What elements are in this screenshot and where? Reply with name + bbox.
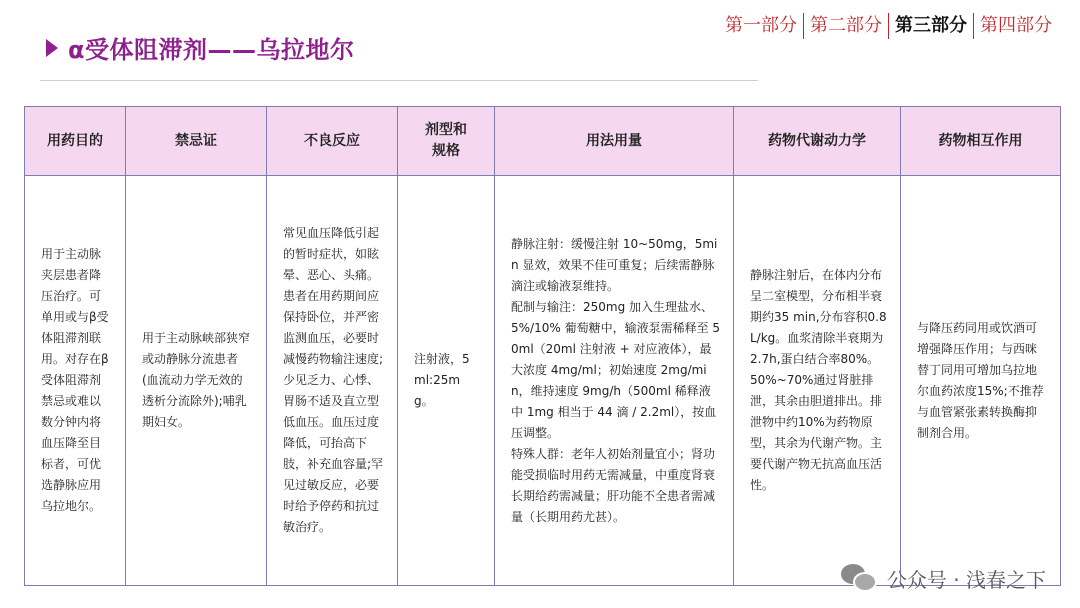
pk-excretion: 50%~70%通过肾脏排泄，其余由胆道排出。排泄物中约10%为药物原型，其余为代谢产物。主要代谢产物无抗高血压活性。	[750, 373, 883, 492]
header-interactions: 药物相互作用	[901, 107, 1061, 176]
header-purpose: 用药目的	[25, 107, 126, 176]
watermark	[841, 562, 1046, 594]
drug-info-table	[24, 106, 1061, 586]
dosage-iv-injection: 静脉注射：缓慢注射 10~50mg，5min 显效，效果不佳可重复；后续需静脉滴注或输液泵维持。	[511, 236, 718, 293]
header-contraindications: 禁忌证	[126, 107, 267, 176]
watermark-text: 公众号 · 浅春之下	[886, 567, 1046, 592]
cell-contraindications: 用于主动脉峡部狭窄或动静脉分流患者(血流动力学无效的透析分流除外);哺乳期妇女。	[126, 176, 267, 586]
bullet-arrow-icon	[46, 39, 58, 57]
header-pharmacokinetics: 药物代谢动力学	[734, 107, 901, 176]
title-divider	[40, 80, 758, 81]
header-dosage: 用法用量	[495, 107, 734, 176]
cell-adverse-reactions: 常见血压降低引起的暂时症状，如眩晕、恶心、头痛。患者在用药期间应保持卧位，并严密监测血压，必要时减慢药物输注速度;少见乏力、心悸、胃肠不适及直立型低血压。血压过度降低，可抬高下肢，补充血容量;罕见过敏反应，必要时给予停药和抗过敏治疗。	[267, 176, 398, 586]
wechat-icon	[841, 562, 879, 594]
cell-pharmacokinetics	[734, 176, 901, 586]
table-header-row	[25, 107, 1061, 176]
table-row	[25, 176, 1061, 586]
nav-part-3[interactable]: 第三部分	[895, 15, 967, 36]
nav-part-1[interactable]: 第一部分	[725, 15, 797, 36]
dosage-infusion: 配制与输注：250mg 加入生理盐水、5%/10% 葡萄糖中，输液泵需稀释至 50ml（20ml 注射液 + 对应液体），最大浓度 4mg/ml；初始速度 2mg/min，维持速度 9mg/h（500ml 稀释液中 1mg 相当于 44 滴 / 2.2ml），按血压调整。	[511, 299, 721, 440]
cell-formulation: 注射液，5ml:25mg。	[398, 176, 495, 586]
cell-interactions: 与降压药同用或饮酒可增强降压作用；与西咪替丁同用可增加乌拉地尔血药浓度15%;不推荐与血管紧张素转换酶抑制剂合用。	[901, 176, 1061, 586]
nav-part-4[interactable]: 第四部分	[980, 15, 1052, 36]
title-text: α受体阻滞剂——乌拉地尔	[68, 36, 355, 64]
cell-dosage	[495, 176, 734, 586]
pk-distribution: 静脉注射后，在体内分布呈二室模型，分布相半衰期约35 min,分布容积0.8 L/kg。血浆清除半衰期为2.7h,蛋白结合率80%。	[750, 268, 887, 366]
cell-purpose: 用于主动脉夹层患者降压治疗。可单用或与β受体阻滞剂联用。对存在β受体阻滞剂禁忌或难以数分钟内将血压降至目标者，可优选静脉应用乌拉地尔。	[25, 176, 126, 586]
header-formulation: 剂型和规格	[398, 107, 495, 176]
dosage-special-populations: 特殊人群：老年人初始剂量宜小；肾功能受损临时用药无需减量，中重度肾衰长期给药需减量；肝功能不全患者需减量（长期用药尤甚）。	[511, 446, 716, 524]
nav-part-2[interactable]: 第二部分	[810, 15, 882, 36]
header-adverse-reactions: 不良反应	[267, 107, 398, 176]
section-nav	[719, 12, 1058, 40]
slide-title	[46, 30, 355, 65]
